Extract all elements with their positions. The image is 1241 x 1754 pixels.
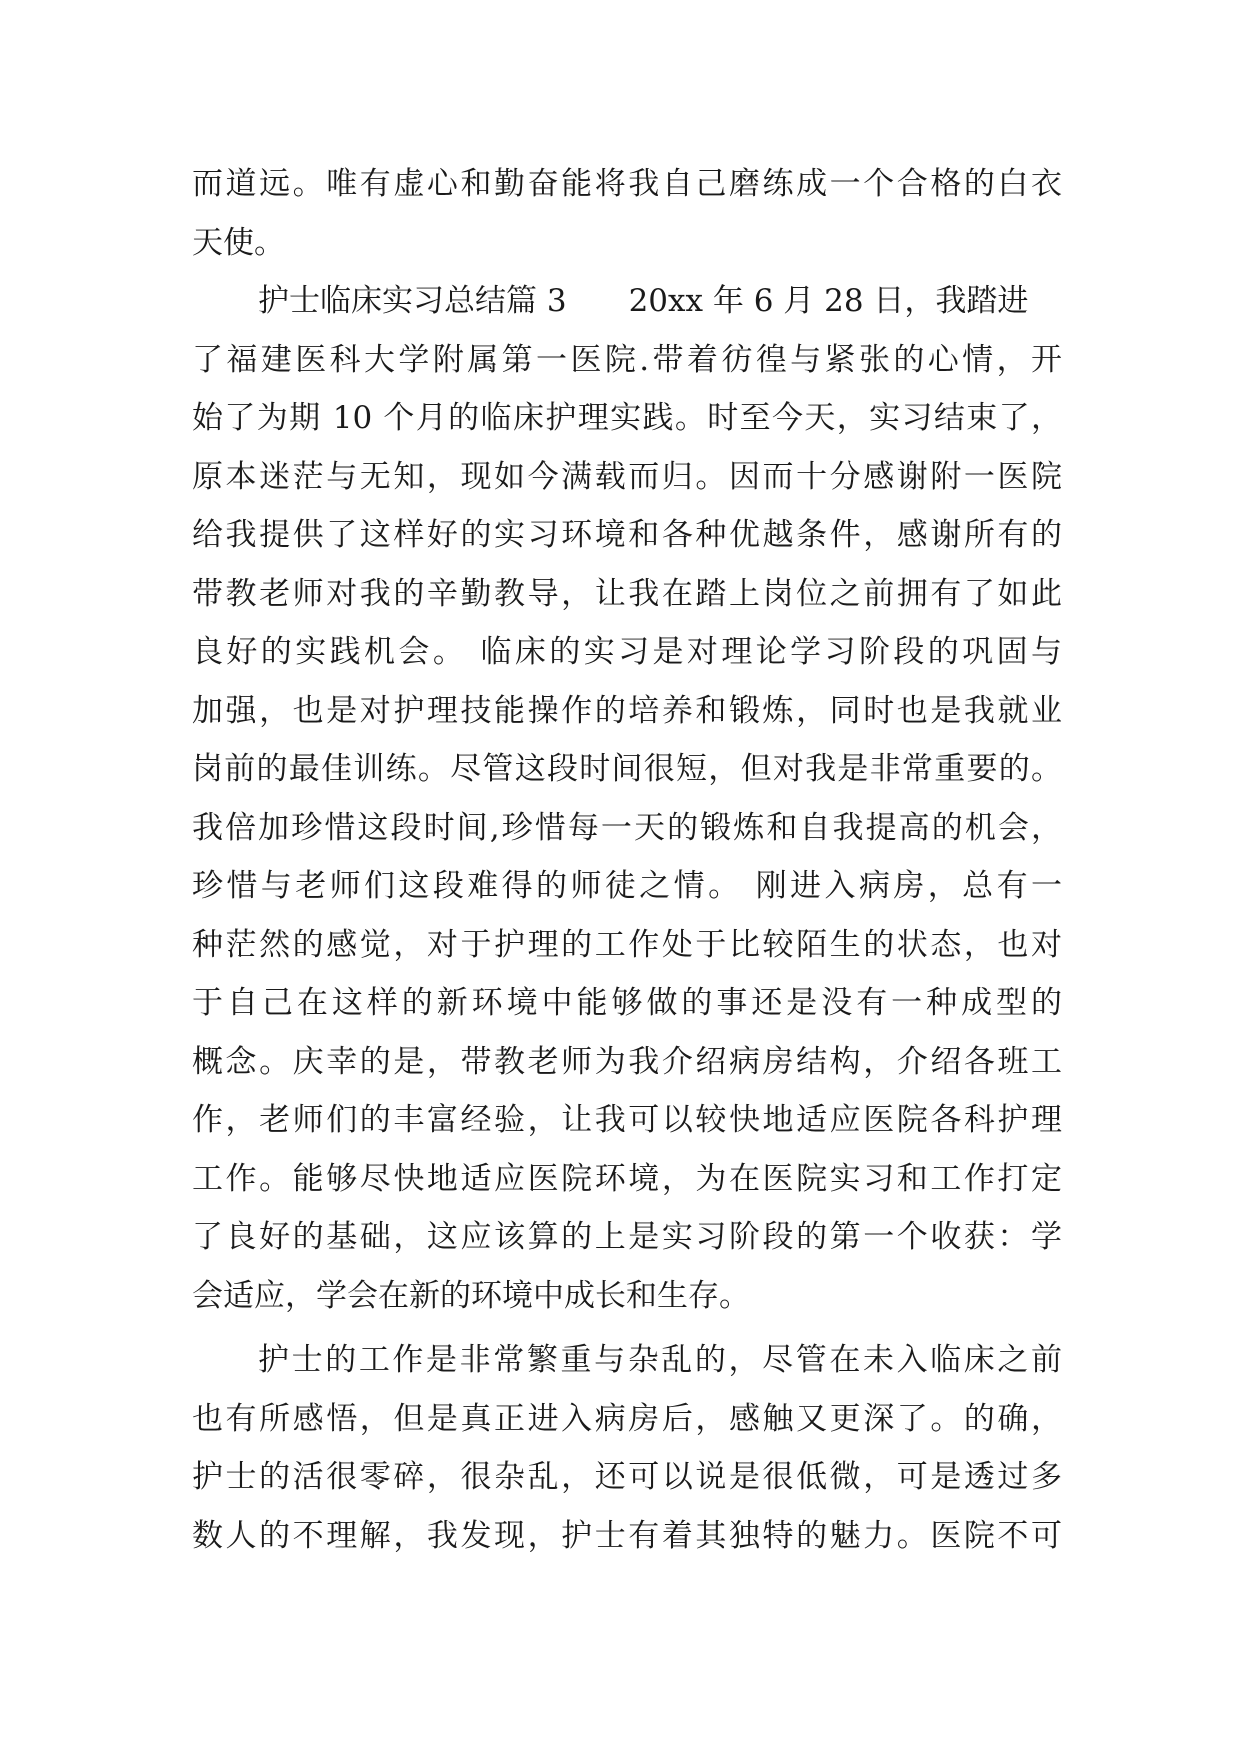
text-line: 数人的不理解，我发现，护士有着其独特的魅力。医院不可 — [192, 1517, 1062, 1554]
text-line: 原本迷茫与无知，现如今满载而归。因而十分感谢附一医院 — [192, 458, 1062, 495]
text-line: 护士临床实习总结篇 3 20xx 年 6 月 28 日，我踏进 — [258, 283, 1029, 319]
paragraph — [192, 155, 1062, 272]
text-line: 加强，也是对护理技能操作的培养和锻炼，同时也是我就业 — [192, 692, 1062, 729]
text-line: 概念。庆幸的是，带教老师为我介绍病房结构，介绍各班工 — [192, 1043, 1062, 1080]
text-line: 我倍加珍惜这段时间,珍惜每一天的锻炼和自我提高的机会， — [192, 809, 1062, 846]
text-line: 工作。能够尽快地适应医院环境，为在医院实习和工作打定 — [192, 1160, 1062, 1197]
text-line: 作，老师们的丰富经验，让我可以较快地适应医院各科护理 — [192, 1102, 1062, 1138]
text-line: 会适应，学会在新的环境中成长和生存。 — [192, 1277, 750, 1314]
text-line: 始了为期 10 个月的临床护理实践。时至今天，实习结束了， — [192, 400, 1062, 436]
text-line: 良好的实践机会。 临床的实习是对理论学习阶段的巩固与 — [192, 634, 1062, 670]
text-line: 种茫然的感觉，对于护理的工作处于比较陌生的状态，也对 — [192, 926, 1062, 963]
text-line: 岗前的最佳训练。尽管这段时间很短，但对我是非常重要的。 — [192, 751, 1062, 787]
text-line: 而道远。唯有虚心和勤奋能将我自己磨练成一个合格的白衣 — [192, 166, 1062, 202]
paragraph — [192, 1331, 1062, 1565]
paragraph — [192, 272, 1062, 1325]
text-line: 了福建医科大学附属第一医院.带着彷徨与紧张的心情，开 — [192, 341, 1062, 378]
text-line: 给我提供了这样好的实习环境和各种优越条件，感谢所有的 — [192, 517, 1062, 553]
text-line: 护士的工作是非常繁重与杂乱的，尽管在未入临床之前 — [258, 1342, 1062, 1378]
text-line: 珍惜与老师们这段难得的师徒之情。 刚进入病房，总有一 — [192, 868, 1062, 904]
text-line: 天使。 — [192, 224, 285, 261]
text-line: 带教老师对我的辛勤教导，让我在踏上岗位之前拥有了如此 — [192, 575, 1062, 612]
document-body — [192, 155, 1062, 1565]
text-line: 也有所感悟，但是真正进入病房后，感触又更深了。的确， — [192, 1400, 1062, 1437]
text-line: 了良好的基础，这应该算的上是实习阶段的第一个收获：学 — [192, 1219, 1062, 1255]
text-line: 于自己在这样的新环境中能够做的事还是没有一种成型的 — [192, 985, 1062, 1021]
text-line: 护士的活很零碎，很杂乱，还可以说是很低微，可是透过多 — [192, 1459, 1062, 1495]
